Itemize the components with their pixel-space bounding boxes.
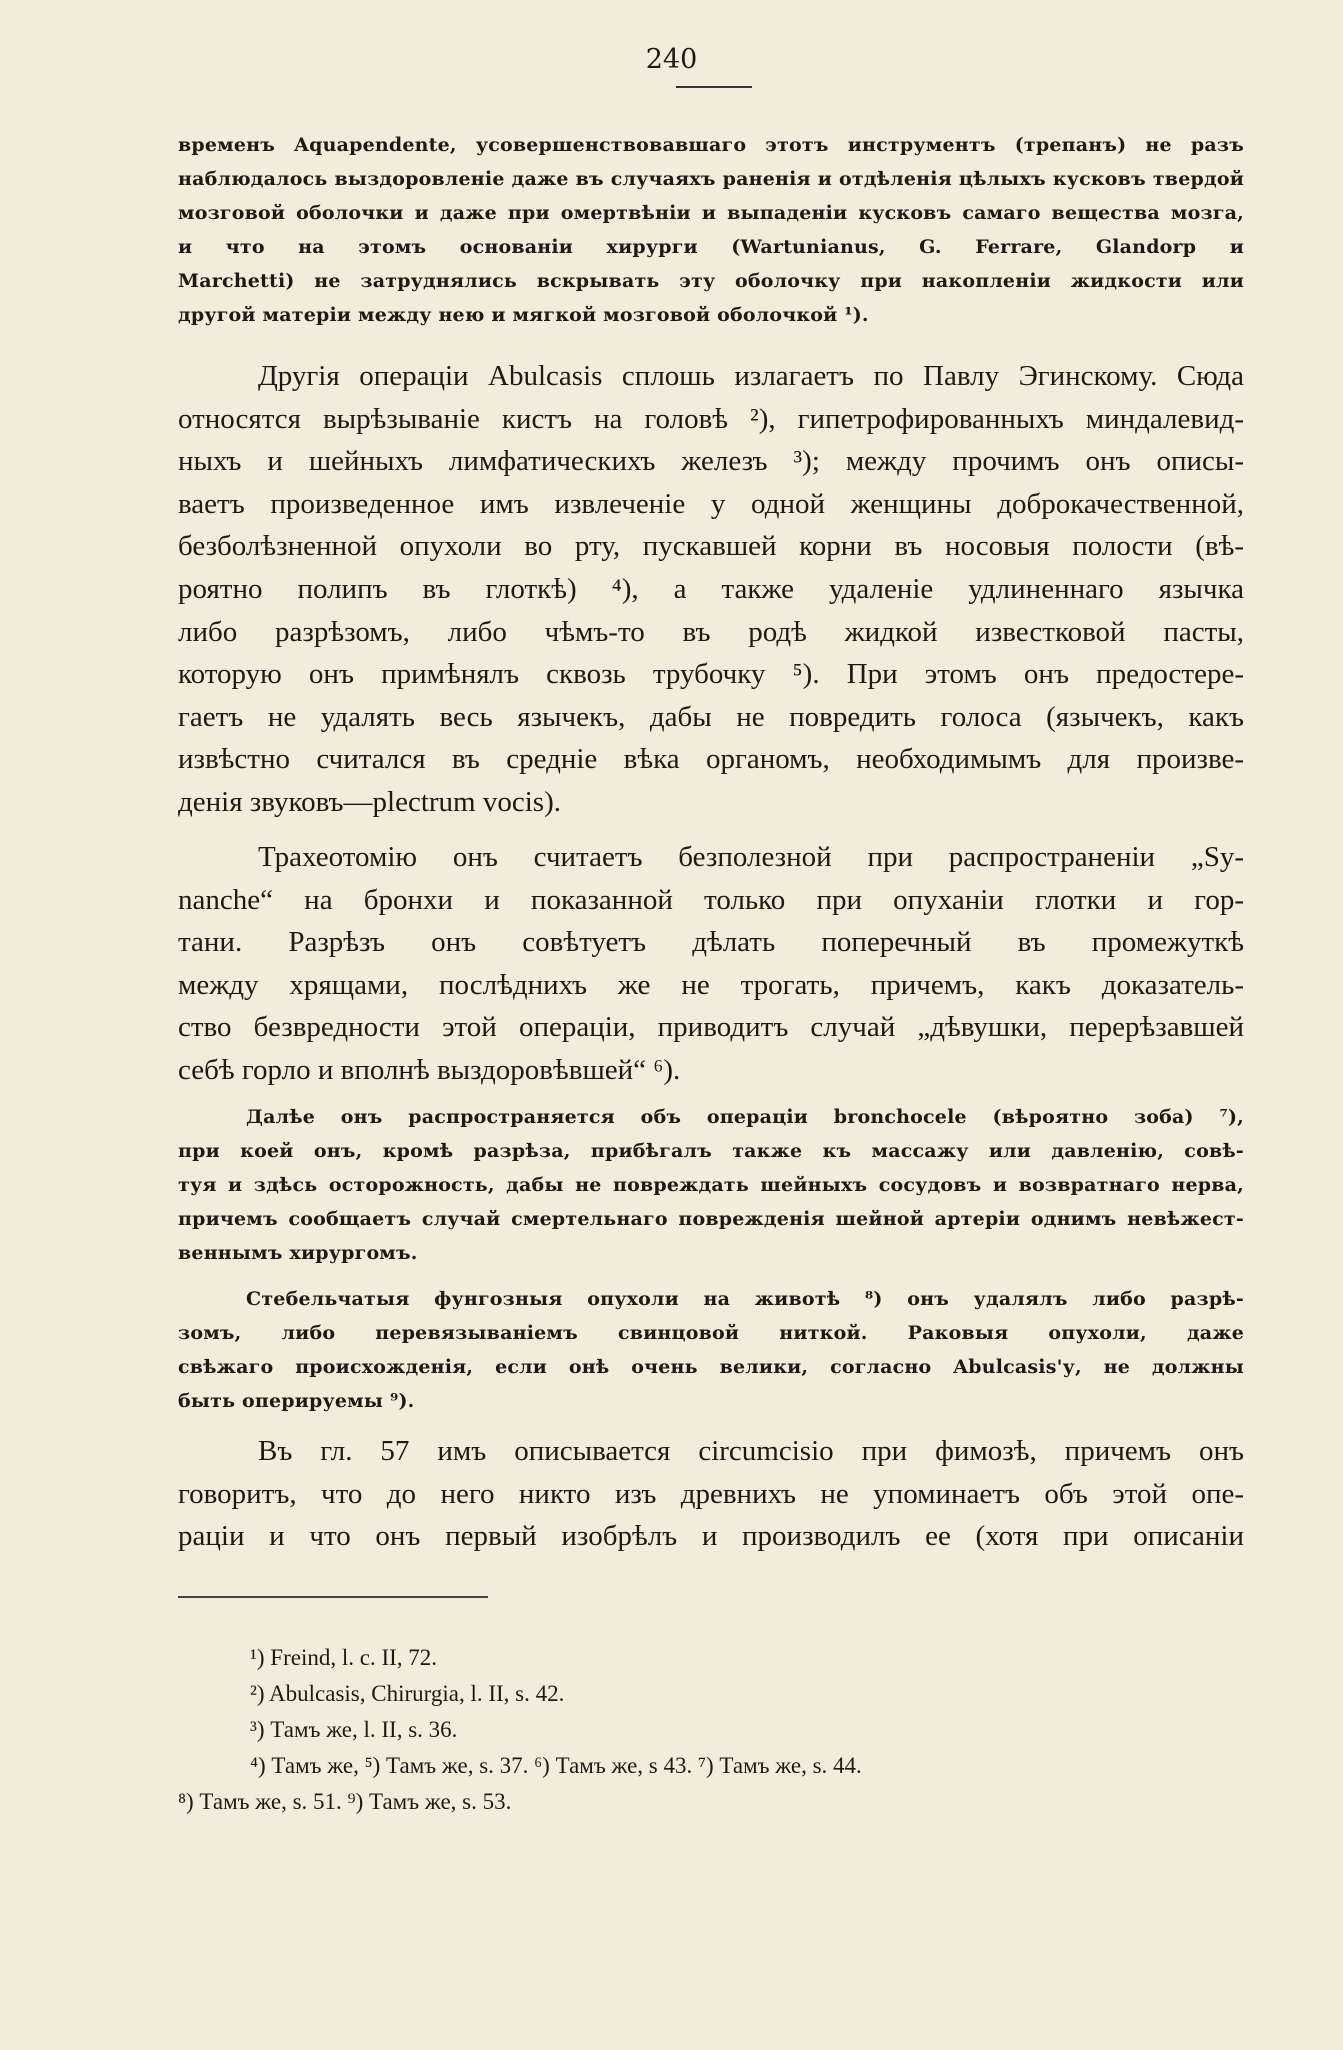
text-line: ваетъ произведенное имъ извлеченіе у одной женщины доброкачественной, (178, 487, 1244, 520)
text-line: либо разрѣзомъ, либо чѣмъ-то въ родѣ жидкой известковой пасты, (178, 615, 1244, 648)
footnote: ³) Тамъ же, l. II, s. 36. (250, 1717, 458, 1742)
text-line: Другія операціи Abulcasis сплошь излагаетъ по Павлу Эгинскому. Сюда (258, 360, 1244, 392)
text-line: между хрящами, послѣднихъ же не трогать, причемъ, какъ доказатель- (178, 968, 1244, 1001)
paragraph-2 (178, 355, 1244, 824)
footnotes (178, 1640, 1244, 1820)
text-line: nanche“ на бронхи и показанной только при опуханіи глотки и гор- (178, 883, 1244, 916)
page-number: 240 (645, 44, 698, 75)
text-line: и что на этомъ основаніи хирурги (Wartunianus, G. Ferrare, Glandorp и (178, 236, 1244, 258)
text-line: причемъ сообщаетъ случай смертельнаго поврежденія шейной артеріи однимъ невѣжест- (178, 1208, 1244, 1230)
paragraph-3 (178, 836, 1244, 1092)
text-line: ныхъ и шейныхъ лимфатическихъ железъ ³); между прочимъ онъ описы- (178, 445, 1244, 478)
text-line: относятся вырѣзываніе кистъ на головѣ ²), гипетрофированныхъ миндалевид- (178, 402, 1244, 435)
text-line: наблюдалось выздоровленіе даже въ случаяхъ раненія и отдѣленія цѣлыхъ кусковъ твердой (178, 168, 1244, 190)
text-line: Далѣе онъ распространяется объ операціи bronchocele (вѣроятно зоба) ⁷), (246, 1106, 1244, 1128)
text-line: себѣ горло и вполнѣ выздоровѣвшей“ ⁶). (178, 1053, 681, 1086)
text-line: свѣжаго происхожденія, если онѣ очень велики, согласно Abulcasis'у, не должны (178, 1356, 1244, 1378)
text-line: ство безвредности этой операціи, приводитъ случай „дѣвушки, перерѣзавшей (178, 1011, 1244, 1044)
text-line: веннымъ хирургомъ. (178, 1242, 418, 1264)
paragraph-6 (178, 1430, 1244, 1558)
text-line: временъ Aquapendente, усовершенствовавшаго этотъ инструментъ (трепанъ) не разъ (178, 134, 1244, 156)
text-line: Въ гл. 57 имъ описывается circumcisio при фимозѣ, причемъ онъ (258, 1435, 1244, 1467)
paragraph-5 (178, 1282, 1244, 1418)
text-line: тани. Разрѣзъ онъ совѣтуетъ дѣлать поперечный въ промежуткѣ (178, 926, 1244, 959)
text-line: которую онъ примѣнялъ сквозь трубочку ⁵). При этомъ онъ предостере- (178, 658, 1244, 691)
text-line: говоритъ, что до него никто изъ древнихъ не упоминаетъ объ этой опе- (178, 1477, 1244, 1510)
page-number-underline (676, 86, 752, 88)
text-line: Трахеотомію онъ считаетъ безполезной при распространеніи „Sy- (258, 841, 1244, 873)
paragraph-1 (178, 128, 1244, 332)
text-line: роятно полипъ въ глоткѣ) ⁴), а также удаленіе удлиненнаго язычка (178, 572, 1244, 605)
text-line: гаетъ не удалять весь язычекъ, дабы не повредить голоса (язычекъ, какъ (178, 700, 1244, 733)
text-line: безболѣзненной опухоли во рту, пускавшей корни въ носовыя полости (вѣ- (178, 530, 1244, 563)
text-line: быть оперируемы ⁹). (178, 1390, 415, 1412)
footnote: ⁴) Тамъ же, ⁵) Тамъ же, s. 37. ⁶) Тамъ же, s 43. ⁷) Тамъ же, s. 44. (250, 1753, 862, 1778)
footnote: ¹) Freind, l. c. II, 72. (250, 1645, 438, 1670)
text-line: другой матеріи между нею и мягкой мозговой оболочкой ¹). (178, 304, 869, 326)
text-line: туя и здѣсь осторожность, дабы не повреждать шейныхъ сосудовъ и возвратнаго нерва, (178, 1174, 1244, 1196)
footnote: ⁸) Тамъ же, s. 51. ⁹) Тамъ же, s. 53. (178, 1789, 512, 1814)
text-line: Стебельчатыя фунгозныя опухоли на животѣ ⁸) онъ удалялъ либо разрѣ- (246, 1288, 1244, 1310)
text-line: извѣстно считался въ средніе вѣка органомъ, необходимымъ для произве- (178, 743, 1244, 776)
text-line: при коей онъ, кромѣ разрѣза, прибѣгалъ также къ массажу или давленію, совѣ- (178, 1140, 1244, 1162)
footnote-separator (178, 1596, 488, 1598)
paragraph-4 (178, 1100, 1244, 1270)
text-line: денія звуковъ—plectrum vocis). (178, 785, 561, 818)
footnote: ²) Abulcasis, Chirurgia, l. II, s. 42. (250, 1681, 565, 1706)
text-line: мозговой оболочки и даже при омертвѣніи и выпаденіи кусковъ самаго вещества мозга, (178, 202, 1244, 224)
text-line: зомъ, либо перевязываніемъ свинцовой ниткой. Раковыя опухоли, даже (178, 1322, 1244, 1344)
text-line: Marchetti) не затруднялись вскрывать эту оболочку при накопленіи жидкости или (178, 270, 1244, 292)
text-line: раціи и что онъ первый изобрѣлъ и производилъ ее (хотя при описаніи (178, 1520, 1244, 1553)
